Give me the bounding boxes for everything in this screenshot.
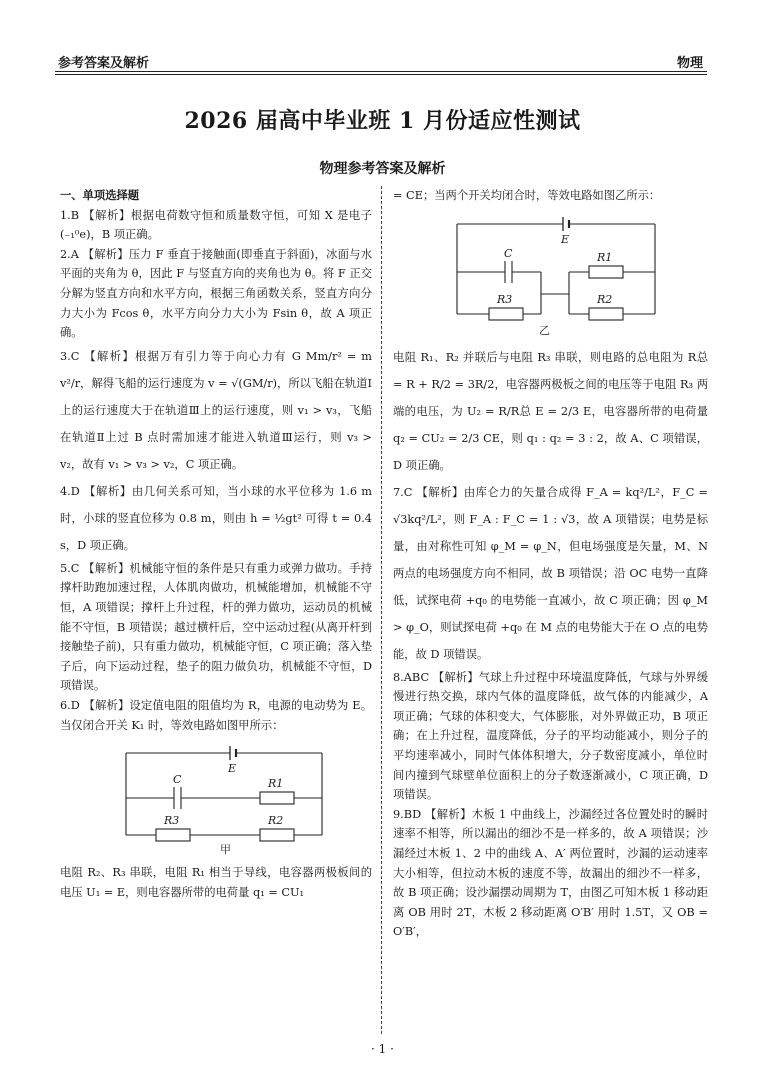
caption-yi: 乙 (539, 323, 550, 337)
answer-9: 9.BD 【解析】木板 1 中曲线上，沙漏经过各位置处时的瞬时速率不相等，所以漏出的细沙不是一样多的，故 A 项错误；沙漏经过木板 1、2 中的曲线 A、A′ 两位置时，沙漏的运动速率大小相等，但拉动木板的速度不等，故漏出的细沙不一样多，故 B 项正确；设沙漏摆动周期为 T，由图乙可知木板 1 移动距离 OB 用时 2T，木板 2 移动距离 O′B′ 用时 1.5T，又 OB = O′B′， (393, 807, 708, 939)
label-C: C (504, 246, 513, 260)
answer-3: 3.C 【解析】根据万有引力等于向心力有 G Mm/r² = m v²/r，解得飞船的运行速度为 v = √(GM/r)，所以飞船在轨道Ⅰ上的运行速度大于在轨道Ⅲ上的运行速度，则 v₁ > v₃，飞船在轨道Ⅱ上过 B 点时需加速才能进入轨道Ⅲ运行，则 v₃ > v₂，故有 v₁ > v₃ > v₂，C 项正确。 (60, 349, 372, 471)
label-R2: R2 (597, 292, 613, 306)
answer-7: 7.C 【解析】由库仑力的矢量合成得 F_A = kq²/L²，F_C = √3kq²/L²，则 F_A : F_C = 1 : √3，故 A 项错误；电势是标量，由对称性可知 φ_M = φ_N，但电场强度是矢量，M、N 两点的电场强度方向不相同，故 B 项错误；沿 OC 电势一直降低，试探电荷 +q₀ 的电势能一直减小，故 C 项正确；因 φ_M > φ_O，则试探电荷 +q₀ 在 M 点的电势能大于在 O 点的电势能，故 D 项错误。 (393, 485, 708, 661)
document-subtitle: 物理参考答案及解析 (319, 161, 446, 177)
label-R1: R1 (597, 250, 613, 264)
answer-2: 2.A 【解析】压力 F 垂直于接触面(即垂直于斜面)，冰面与水平面的夹角为 θ，因此 F 与竖直方向的夹角也为 θ。将 F 正交分解为竖直方向和水平方向，根据三角函数关系，竖直方向分力大小为 Fcos θ，水平方向分力大小为 Fsin θ，故 A 项正确。 (60, 247, 372, 340)
circuit-diagram-yi (393, 210, 708, 338)
header-right: 物理 (676, 56, 703, 71)
header-left: 参考答案及解析 (58, 56, 150, 71)
label-E: E (561, 232, 570, 246)
answer-6-cont: 电阻 R₂、R₃ 串联，电阻 R₁ 相当于导线，电容器两极板间的电压 U₁ = E，则电容器所带的电荷量 q₁ = CU₁ (60, 866, 372, 899)
label-R1: R1 (268, 777, 284, 791)
left-column (60, 186, 372, 902)
answer-4: 4.D 【解析】由几何关系可知，当小球的水平位移为 1.6 m 时，小球的竖直位移为 0.8 m，则由 h = ½gt² 可得 t = 0.4 s，D 项正确。 (60, 484, 372, 552)
circuit-diagram-jia (60, 739, 372, 857)
header-rule (55, 71, 707, 72)
answer-6: 6.D 【解析】设定值电阻的阻值均为 R，电源的电动势为 E。当仅闭合开关 K₁ 时，等效电路如图甲所示： (60, 698, 372, 732)
section-heading: 一、单项选择题 (60, 188, 140, 202)
label-E: E (228, 762, 237, 776)
page-number: · 1 · (371, 1042, 394, 1056)
answer-1: 1.B 【解析】根据电荷数守恒和质量数守恒，可知 X 是电子(₋₁⁰e)，B 项正确。 (60, 208, 372, 242)
column-divider (381, 186, 382, 1034)
answer-6-cont2: = CE；当两个开关均闭合时，等效电路如图乙所示： (393, 189, 661, 202)
answer-8: 8.ABC 【解析】气球上升过程中环境温度降低，气球与外界缓慢进行热交换，球内气体的温度降低，故气体的内能减少，A 项正确；气球的体积变大，气体膨胀，对外界做正功，B 项正确；在上升过程，温度降低，分子的平均动能减小，则分子的平均速率减小，同时气体体积增大，分子数密度减小，单位时间内撞到气球壁单位面积上的分子数逐渐减小，C 项正确，D 项错误。 (393, 670, 708, 802)
answer-5: 5.C 【解析】机械能守恒的条件是只有重力或弹力做功。手持撑杆助跑加速过程，人体肌肉做功，机械能增加，机械能不守恒，A 项错误；撑杆上升过程，杆的弹力做功，运动员的机械能不守恒，B 项错误；越过横杆后，空中运动过程(从离开杆到接触垫子前)，只有重力做功，机械能守恒，C 项正确；落入垫子后，向下运动过程，垫子的阻力做负功，机械能不守恒，D 项错误。 (60, 561, 372, 693)
circuit-yi-svg (393, 210, 708, 338)
right-column (393, 186, 708, 942)
label-R3: R3 (164, 814, 180, 828)
header-rule-thin (55, 74, 707, 75)
circuit-jia-svg (60, 739, 372, 857)
caption-jia: 甲 (220, 843, 231, 857)
document-title: 2026 届高中毕业班 1 月份适应性测试 (184, 108, 581, 134)
answer-6-result: 电阻 R₁、R₂ 并联后与电阻 R₃ 串联，则电路的总电阻为 R总 = R + R/2 = 3R/2，电容器两极板之间的电压等于电阻 R₃ 两端的电压，为 U₂ = R/R总 E = 2/3 E，电容器所带的电荷量 q₂ = CU₂ = 2/3 CE，则 q₁ : q₂ = 3 : 2，故 A、C 项错误，D 项正确。 (393, 350, 708, 472)
label-R3: R3 (497, 292, 513, 306)
label-R2: R2 (268, 814, 284, 828)
label-C: C (173, 773, 182, 787)
